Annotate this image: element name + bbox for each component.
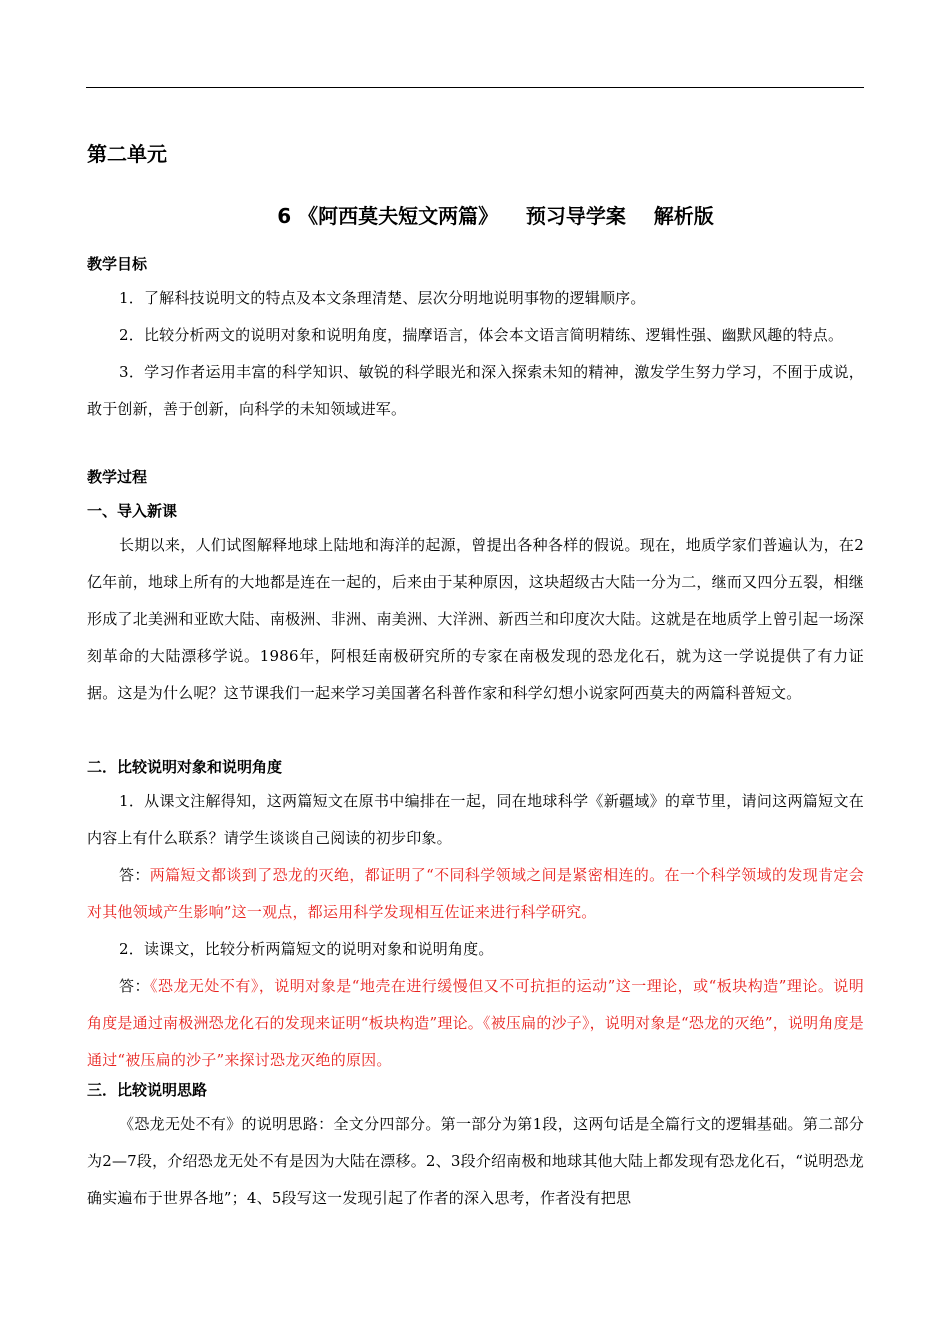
section-2 [87,758,864,1079]
header-rule [86,87,864,88]
goals-section [87,255,864,428]
question-2: 2．读课文，比较分析两篇短文的说明对象和说明角度。 [119,940,494,958]
page-title: 6 《阿西莫夫短文两篇》 预习导学案 解析版 [277,204,714,228]
answer-1-text: 两篇短文都谈到了恐龙的灭绝，都证明了“不同科学领域之间是紧密相连的。在一个科学领域的发现肯定会对其他领域产生影响”这一观点，都运用科学发现相互佐证来进行科学研究。 [87,866,864,921]
answer-1-label: 答： [119,866,150,884]
section-2-heading: 二．比较说明对象和说明角度 [87,758,283,776]
answer-1 [87,857,864,931]
goal-item-2: 2．比较分析两文的说明对象和说明角度，揣摩语言，体会本文语言简明精练、逻辑性强、幽默风趣的特点。 [119,326,844,344]
process-heading: 教学过程 [87,468,148,486]
process-section [87,468,864,486]
answer-2-text: 《恐龙无处不有》，说明对象是“地壳在进行缓慢但又不可抗拒的运动”这一理论，或“板块构造”理论。说明角度是通过南极洲恐龙化石的发现来证明“板块构造”理论。《被压扁的沙子》，说明对象是“恐龙的灭绝”，说明角度是通过“被压扁的沙子”来探讨恐龙灭绝的原因。 [87,977,864,1069]
answer-2 [87,968,864,1079]
answer-2-label: 答： [119,977,150,995]
section-1-heading: 一、导入新课 [87,502,178,520]
section-3-text: 《恐龙无处不有》的说明思路：全文分四部分。第一部分为第1段，这两句话是全篇行文的逻辑基础。第二部分为2—7段，介绍恐龙无处不有是因为大陆在漂移。2、3段介绍南极和地球其他大陆上都发现有恐龙化石，“说明恐龙确实遍布于世界各地”；4、5段写这一发现引起了作者的深入思考，作者没有把思 [87,1115,864,1207]
goal-item-3: 3．学习作者运用丰富的科学知识、敏锐的科学眼光和深入探索未知的精神，激发学生努力学习，不囿于成说，敢于创新，善于创新，向科学的未知领域进军。 [87,363,864,418]
section-3 [87,1081,864,1217]
goals-heading: 教学目标 [87,255,148,273]
unit-heading: 第二单元 [87,142,167,166]
section-1-text: 长期以来，人们试图解释地球上陆地和海洋的起源，曾提出各种各样的假说。现在，地质学家们普遍认为，在2亿年前，地球上所有的大地都是连在一起的，后来由于某种原因，这块超级古大陆一分为二，继而又四分五裂，相继形成了北美洲和亚欧大陆、南极洲、非洲、南美洲、大洋洲、新西兰和印度次大陆。这就是在地质学上曾引起一场深刻革命的大陆漂移学说。1986年，阿根廷南极研究所的专家在南极发现的恐龙化石，就为这一学说提供了有力证据。这是为什么呢？这节课我们一起来学习美国著名科普作家和科学幻想小说家阿西莫夫的两篇科普短文。 [87,536,864,702]
section-3-heading: 三．比较说明思路 [87,1081,208,1099]
section-1 [87,502,864,712]
question-1: 1．从课文注解得知，这两篇短文在原书中编排在一起，同在地球科学《新疆域》的章节里，请问这两篇短文在内容上有什么联系？请学生谈谈自己阅读的初步印象。 [87,792,864,847]
goal-item-1: 1．了解科技说明文的特点及本文条理清楚、层次分明地说明事物的逻辑顺序。 [119,289,646,307]
